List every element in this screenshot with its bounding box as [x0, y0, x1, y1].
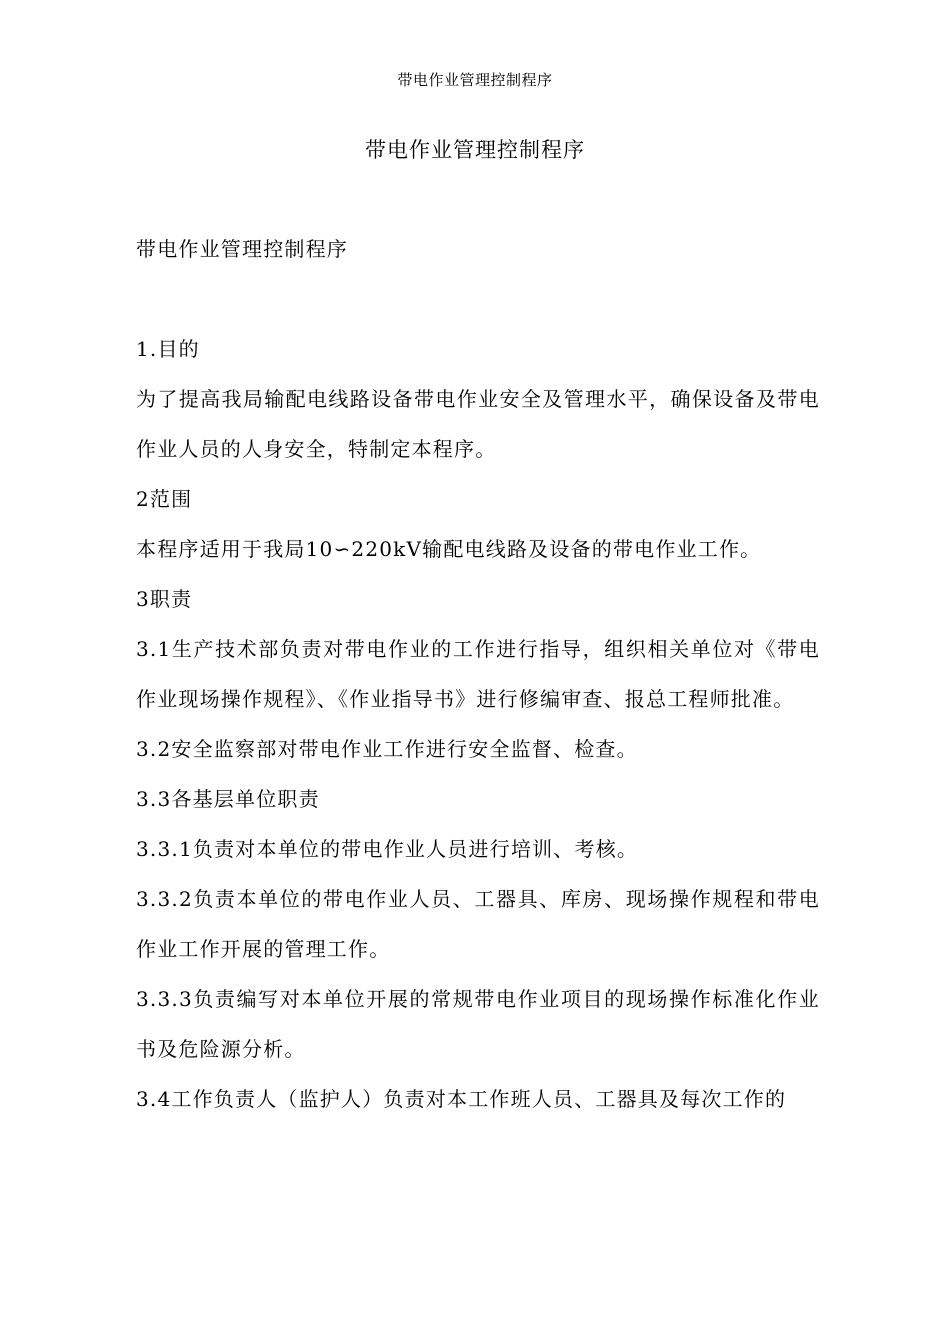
section-heading-scope: 2范围 — [136, 487, 193, 511]
section-heading-responsibilities: 3职责 — [136, 587, 193, 611]
paragraph-3-3: 3.3各基层单位职责 — [136, 787, 320, 811]
document-body — [136, 324, 820, 1124]
section-heading-purpose: 1.目的 — [136, 337, 200, 361]
document-title: 带电作业管理控制程序 — [365, 138, 585, 162]
paragraph-purpose: 为了提高我局输配电线路设备带电作业安全及管理水平，确保设备及带电作业人员的人身安全，特制定本程序。 — [136, 387, 820, 461]
paragraph-3-3-3: 3.3.3负责编写对本单位开展的常规带电作业项目的现场操作标准化作业书及危险源分析。 — [136, 987, 820, 1061]
running-header: 带电作业管理控制程序 — [397, 71, 553, 89]
paragraph-scope: 本程序适用于我局10∽220kV输配电线路及设备的带电作业工作。 — [136, 537, 762, 561]
paragraph-3-3-1: 3.3.1负责对本单位的带电作业人员进行培训、考核。 — [136, 837, 639, 861]
document-subtitle: 带电作业管理控制程序 — [136, 237, 348, 261]
paragraph-3-1: 3.1生产技术部负责对带电作业的工作进行指导，组织相关单位对《带电作业现场操作规程》、《作业指导书》进行修编审查、报总工程师批准。 — [136, 637, 820, 711]
paragraph-3-4: 3.4工作负责人（监护人）负责对本工作班人员、工器具及每次工作的 — [136, 1087, 787, 1111]
paragraph-3-3-2: 3.3.2负责本单位的带电作业人员、工器具、库房、现场操作规程和带电作业工作开展的管理工作。 — [136, 887, 820, 961]
paragraph-3-2: 3.2安全监察部对带电作业工作进行安全监督、检查。 — [136, 737, 638, 761]
